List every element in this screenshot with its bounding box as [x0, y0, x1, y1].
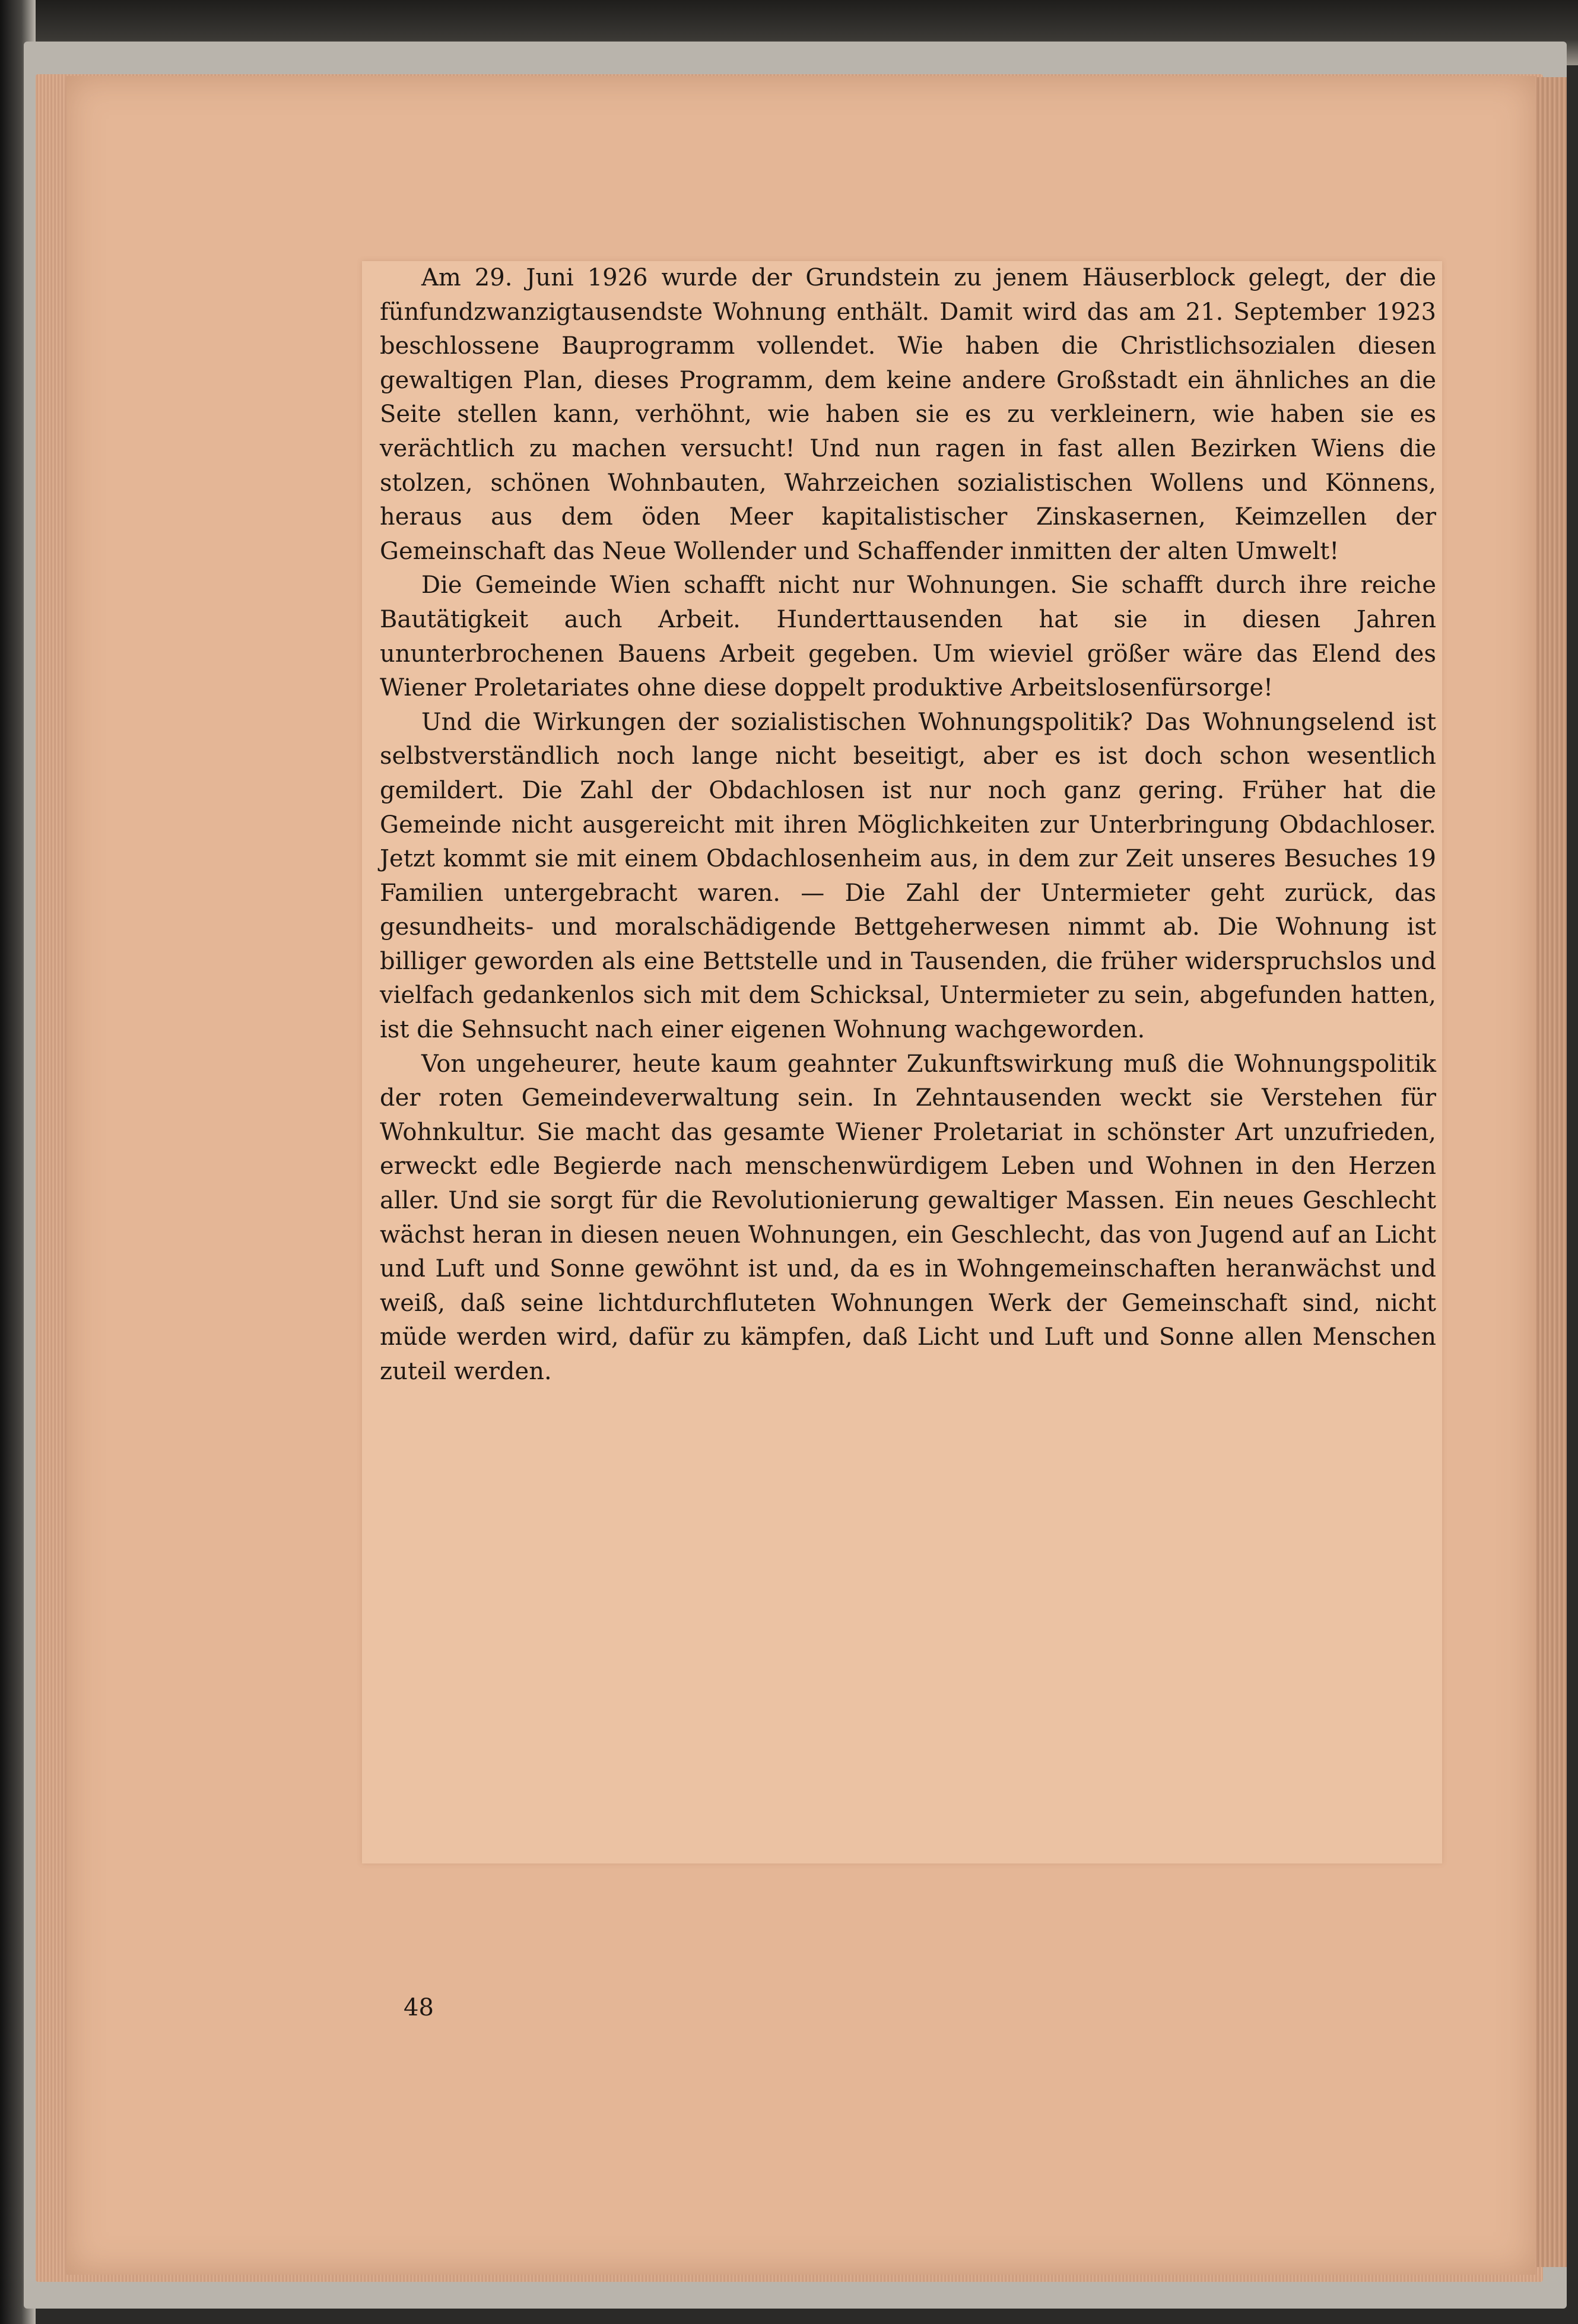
page-number: 48 [404, 1994, 434, 2021]
paragraph-2: Die Gemeinde Wien schafft nicht nur Wohnungen. Sie schafft durch ihre reiche Bautätigkeit auch Arbeit. Hunderttausenden hat sie in diesen Jahren ununterbrochenen Bauens Arbeit gegeben. Um wieviel größer wäre das Elend des Wiener Proletariates ohne diese doppelt produktive Arbeitslosenfürsorge! [380, 572, 1436, 702]
body-text [380, 261, 1436, 1389]
paragraph-1: Am 29. Juni 1926 wurde der Grundstein zu jenem Häuserblock gelegt, der die fünfundzwanzigtausendste Wohnung enthält. Damit wird das am 21. September 1923 beschlossene Bauprogramm vollendet. Wie haben die Christlichsozialen diesen gewaltigen Plan, dieses Programm, dem keine andere Großstadt ein ähnliches an die Seite stellen kann, verhöhnt, wie haben sie es zu verkleinern, wie haben sie es verächtlich zu machen versucht! Und nun ragen in fast allen Bezirken Wiens die stolzen, schönen Wohnbauten, Wahrzeichen sozialistischen Wollens und Könnens, heraus aus dem öden Meer kapitalistischer Zinskasernen, Keimzellen der Gemeinschaft das Neue Wollender und Schaffender inmitten der alten Umwelt! [380, 264, 1436, 565]
paragraph-3: Und die Wirkungen der sozialistischen Wohnungspolitik? Das Wohnungselend ist selbstverständlich noch lange nicht beseitigt, aber es ist doch schon wesentlich gemildert. Die Zahl der Obdachlosen ist nur noch ganz gering. Früher hat die Gemeinde nicht ausgereicht mit ihren Möglichkeiten zur Unterbringung Obdachloser. Jetzt kommt sie mit einem Obdachlosenheim aus, in dem zur Zeit unseres Besuches 19 Familien untergebracht waren. — Die Zahl der Untermieter geht zurück, das gesundheits- und moralschädigende Bettgeherwesen nimmt ab. Die Wohnung ist billiger geworden als eine Bettstelle und in Tausenden, die früher widerspruchslos und vielfach gedankenlos sich mit dem Schicksal, Untermieter zu sein, abgefunden hatten, ist die Sehnsucht nach einer eigenen Wohnung wachgeworden. [380, 708, 1436, 1044]
paragraph-4: Von ungeheurer, heute kaum geahnter Zukunftswirkung muß die Wohnungspolitik der roten Gemeindeverwaltung sein. In Zehntausenden weckt sie Verstehen für Wohnkultur. Sie macht das gesamte Wiener Proletariat in schönster Art unzufrieden, erweckt edle Begierde nach menschenwürdigem Leben und Wohnen in den Herzen aller. Und sie sorgt für die Revolutionierung gewaltiger Massen. Ein neues Geschlecht wächst heran in diesen neuen Wohnungen, ein Geschlecht, das von Jugend auf an Licht und Luft und Sonne gewöhnt ist und, da es in Wohngemeinschaften heranwächst und weiß, daß seine lichtdurchfluteten Wohnungen Werk der Gemeinschaft sind, nicht müde werden wird, dafür zu kämpfen, daß Licht und Luft und Sonne allen Menschen zuteil werden. [380, 1050, 1436, 1385]
page-stack-right-edges [1531, 77, 1567, 2267]
